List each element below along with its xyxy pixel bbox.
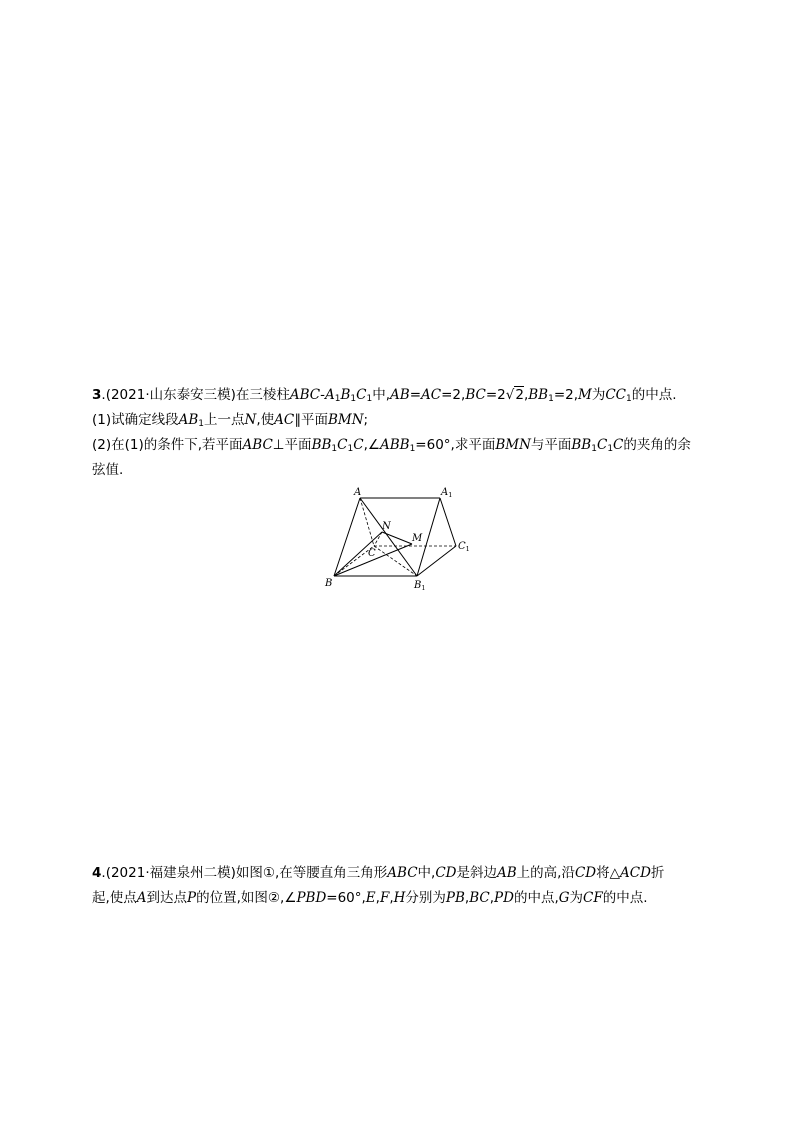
- problem3-part2-continued: 弦值.: [92, 462, 124, 478]
- edge-A-B1: [360, 498, 417, 576]
- edge-A-C: [360, 498, 374, 546]
- problem4-statement-line2: 起,使点A到达点P的位置,如图②,∠PBD=60°,E,F,H分别为PB,BC,PD的中点,G为CF的中点.: [92, 890, 648, 906]
- prism-figure: [320, 484, 480, 594]
- label-N: N: [382, 521, 391, 532]
- label-C1: $C_1$: [458, 541, 470, 553]
- problem4-number: 4: [92, 865, 102, 881]
- edge-B1-C1: [417, 546, 456, 576]
- problem3-part2: (2)在(1)的条件下,若平面ABC⊥平面$BB_1C_1C,\angle ABB_1=60^\circ$,求平面BMN与平面$BB_1C_1C$的夹角的余: [92, 437, 691, 454]
- label-A1: $A_1$: [441, 487, 453, 499]
- label-B1: $B_1$: [414, 580, 426, 592]
- problem3-number: 3: [92, 387, 102, 403]
- edge-N-C: [374, 532, 382, 546]
- edge-A1-C1: [440, 498, 456, 546]
- sqrt-symbol: √2: [505, 387, 524, 403]
- edge-N-M: [382, 532, 412, 544]
- label-B: B: [325, 578, 333, 589]
- label-A: A: [354, 487, 362, 498]
- label-M: M: [412, 533, 423, 544]
- problem3-statement: 3.(2021·山东泰安三模)在三棱柱ABC-$A_1B_1C_1$中$,AB=AC=2,BC=2√2,BB_1=2,M$为$CC_1$的中点.: [92, 387, 677, 404]
- problem4-statement: 4.(2021·福建泉州二模)如图①,在等腰直角三角形ABC中,CD是斜边AB上的高,沿CD将△ACD折: [92, 865, 665, 881]
- label-C: C: [368, 548, 376, 559]
- problem3-part1: (1)试确定线段$AB_1$上一点N,使AC∥平面BMN;: [92, 412, 369, 429]
